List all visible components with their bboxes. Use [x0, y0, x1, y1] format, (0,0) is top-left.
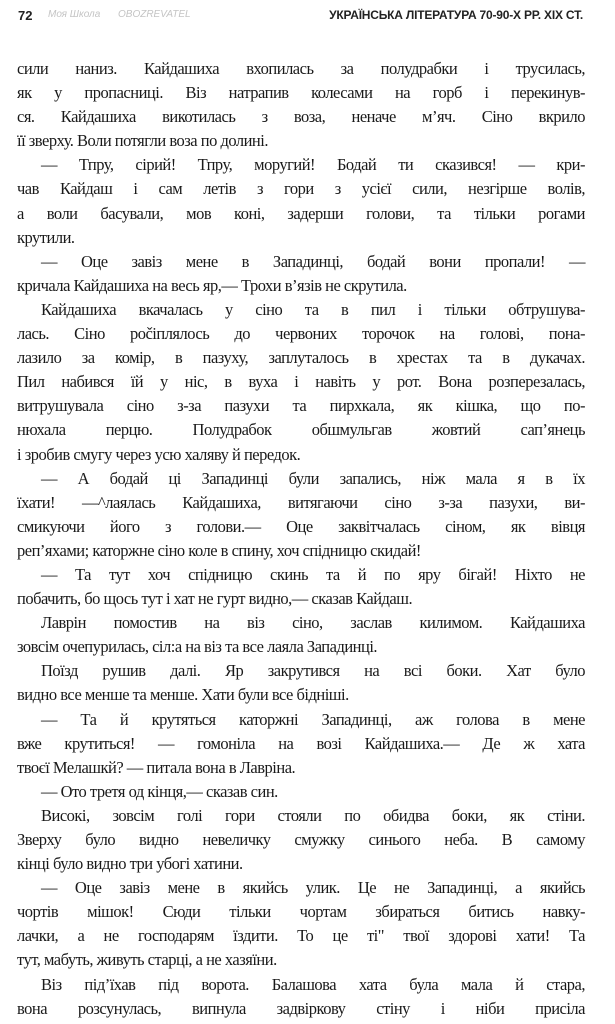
- text-line: — Тпру, сірий! Тпру, моругий! Бодай ти сказився! — кри-: [41, 155, 585, 175]
- text-line: Віз під’їхав під ворота. Балашова хата була мала й стара,: [41, 974, 585, 994]
- text-line: реп’яхами; каторжне сіно коле в спину, хоч спідницю скидай!: [17, 540, 421, 560]
- text-line: чортів мішок! Сюди тільки чортам збираться битись навку-: [17, 902, 585, 922]
- text-line: витрушувала сіно з-за пазухи та пирхкала, як кішка, що по-: [17, 396, 585, 416]
- text-line: — Оце завіз мене в Западинці, бодай вони пропали! —: [41, 251, 585, 271]
- text-line: побачить, бо щось тут і хат не гурт видно,— сказав Кайдаш.: [17, 589, 413, 609]
- text-line: Кайдашиха вкачалась у сіно та в пил і тільки обтрушува-: [41, 299, 585, 319]
- text-line: кричала Кайдашиха на весь яр,— Трохи в’язів не скрутила.: [17, 275, 407, 295]
- text-line: — Ото третя од кінця,— сказав син.: [41, 781, 278, 801]
- text-line: — А бодай ці Западинці були запались, ніж мала я в їх: [41, 468, 585, 488]
- watermark: OBOZREVATEL: [118, 9, 191, 20]
- text-line: Поїзд рушив далі. Яр закрутився на всі боки. Хат було: [41, 661, 585, 681]
- running-title: УКРАЇНСЬКА ЛІТЕРАТУРА 70-90-Х РР. XIX СТ.: [329, 8, 583, 22]
- text-line: — Та тут хоч спідницю скинь та й по яру бігай! Ніхто не: [41, 564, 585, 584]
- text-line: лазило за комір, в пазуху, заплуталось в хрестах та в дукачах.: [17, 348, 585, 368]
- body-text: [17, 57, 585, 1021]
- text-line: і зробив смугу через усю халяву й передок.: [17, 444, 301, 464]
- text-line: ся. Кайдашиха викотилась з воза, неначе м’яч. Сіно вкрило: [17, 107, 585, 127]
- text-line: Лаврін помостив на віз сіно, заслав килимом. Кайдашиха: [41, 613, 585, 633]
- text-line: нюхала перцю. Полудрабок обшмульгав жовтий сап’янець: [17, 420, 585, 440]
- text-line: сили наниз. Кайдашиха вхопилась за полудрабки і трусилась,: [17, 59, 585, 78]
- text-line: твоєї Мелашкй? — питала вона в Лавріна.: [17, 757, 296, 777]
- text-line: смикуючи його з голови.— Оце заквітчалась сіном, як вівця: [17, 516, 585, 536]
- text-line: лась. Сіно počіплялось до червоних торочок на голові, пона-: [17, 324, 585, 344]
- text-line: крутили.: [17, 227, 75, 247]
- text-line: видно все менше та менше. Хати були все бідніші.: [17, 685, 349, 705]
- text-line: як у пропасниці. Віз натрапив колесами на горб і перекинув-: [17, 83, 585, 103]
- text-line: — Оце завіз мене в якийсь улик. Це не Западинці, а якийсь: [41, 878, 585, 898]
- text-line: зовсім очепурилась, сіл:а на віз та все лаяла Западинці.: [17, 637, 378, 657]
- text-line: Пил набився їй у ніс, в вуха і навіть у рот. Вона розперезалась,: [17, 372, 585, 392]
- text-line: Зверху було видно невеличку смужку синього неба. В самому: [17, 830, 585, 849]
- text-line: а воли басували, мов коні, задерши голови, та тільки рогами: [17, 203, 585, 223]
- watermark: Моя Школа: [48, 9, 101, 20]
- text-line: чав Кайдаш і сам летів з гори з усієї сили, незгірше волів,: [17, 179, 585, 199]
- text-line: її зверху. Воли потягли воза по долині.: [17, 131, 268, 151]
- text-line: Високі, зовсім голі гори стояли по обидва боки, як стіни.: [41, 805, 585, 825]
- text-line: лачки, а не господарям їздити. То це ті" твої здорові хати! Та: [17, 926, 585, 946]
- text-line: — Та й крутяться каторжні Западинці, аж голова в мене: [41, 709, 585, 729]
- page-number: 72: [18, 8, 33, 23]
- text-line: вона розсунулась, випнула задвіркову стіну і ніби присіла: [17, 998, 585, 1018]
- text-line: кінці було видно три убогі хатини.: [17, 854, 243, 874]
- text-line: тут, мабуть, живуть старці, а не хазяїни.: [17, 950, 277, 970]
- text-line: вже крутиться! — гомоніла на возі Кайдашиха.— Де ж хата: [17, 733, 585, 753]
- text-line: їхати! —^лаялась Кайдашиха, витягаючи сіно з-за пазухи, ви-: [17, 492, 585, 512]
